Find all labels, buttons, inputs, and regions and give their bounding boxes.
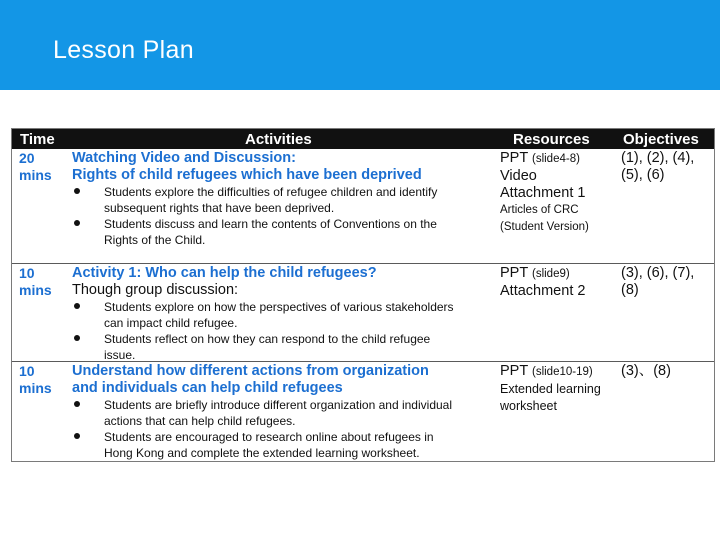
resource-video: Video bbox=[500, 168, 537, 184]
resource-attachment: Attachment 1 bbox=[500, 185, 586, 201]
objectives-text: (8) bbox=[621, 282, 639, 298]
resource-worksheet: worksheet bbox=[500, 399, 557, 413]
list-item bbox=[72, 216, 492, 248]
objectives-cell bbox=[621, 265, 713, 299]
bullet-text: Rights of the Child. bbox=[104, 233, 206, 247]
resources-cell bbox=[500, 150, 618, 236]
time-unit: mins bbox=[19, 167, 52, 183]
activity-title: Rights of child refugees which have been deprived bbox=[72, 167, 422, 183]
page-title: Lesson Plan bbox=[53, 36, 194, 64]
ppt-label: PPT bbox=[500, 265, 528, 281]
bullet-text: Students explore on how the perspectives of various stakeholders bbox=[104, 300, 454, 314]
resource-ppt bbox=[500, 265, 618, 283]
list-item bbox=[72, 331, 492, 363]
activity-bullet-list bbox=[72, 299, 492, 363]
bullet-text: Students discuss and learn the contents of Conventions on the bbox=[104, 217, 437, 231]
activity-title: and individuals can help child refugees bbox=[72, 380, 343, 396]
activity-title: Activity 1: Who can help the child refugees? bbox=[72, 265, 377, 281]
resource-version: (Student Version) bbox=[500, 221, 589, 233]
resource-ppt bbox=[500, 150, 618, 168]
time-value: 10 bbox=[19, 363, 35, 379]
slide-range: (slide9) bbox=[531, 268, 570, 280]
objectives-text: (5), (6) bbox=[621, 167, 665, 183]
column-header-time: Time bbox=[20, 131, 55, 148]
resource-ppt bbox=[500, 363, 618, 381]
bullet-text: Students explore the difficulties of refugee children and identify bbox=[104, 185, 438, 199]
list-item bbox=[72, 184, 492, 216]
objectives-text: (3)、(8) bbox=[621, 363, 671, 379]
bullet-icon bbox=[74, 188, 80, 194]
resources-cell bbox=[500, 265, 618, 300]
activities-cell bbox=[72, 265, 492, 363]
bullet-icon bbox=[74, 433, 80, 439]
activity-bullet-list bbox=[72, 397, 492, 461]
activity-title: Watching Video and Discussion: bbox=[72, 150, 296, 166]
ppt-label: PPT bbox=[500, 150, 528, 166]
table-row bbox=[12, 149, 714, 262]
bullet-text: actions that can help child refugees. bbox=[104, 414, 296, 428]
slide-range: (slide4-8) bbox=[531, 153, 580, 165]
list-item bbox=[72, 299, 492, 331]
slide-range: (slide10-19) bbox=[531, 366, 593, 378]
resource-articles: Articles of CRC bbox=[500, 204, 579, 216]
activities-cell bbox=[72, 363, 492, 461]
column-header-activities: Activities bbox=[245, 131, 312, 148]
bullet-text: can impact child refugee. bbox=[104, 316, 238, 330]
bullet-icon bbox=[74, 303, 80, 309]
objectives-cell bbox=[621, 150, 713, 184]
lesson-plan-table bbox=[11, 128, 715, 462]
activity-title: Understand how different actions from organization bbox=[72, 363, 429, 379]
table-header-row bbox=[12, 129, 714, 149]
bullet-icon bbox=[74, 335, 80, 341]
resource-extended: Extended learning bbox=[500, 382, 601, 396]
time-value: 10 bbox=[19, 265, 35, 281]
time-cell bbox=[19, 363, 69, 397]
activity-subtitle: Though group discussion: bbox=[72, 282, 239, 298]
time-value: 20 bbox=[19, 150, 35, 166]
bullet-text: issue. bbox=[104, 348, 136, 362]
objectives-cell bbox=[621, 363, 713, 380]
list-item bbox=[72, 429, 492, 461]
objectives-text: (3), (6), (7), bbox=[621, 265, 695, 281]
activity-bullet-list bbox=[72, 184, 492, 248]
bullet-icon bbox=[74, 401, 80, 407]
ppt-label: PPT bbox=[500, 363, 528, 379]
list-item bbox=[72, 397, 492, 429]
bullet-text: Students are encouraged to research online about refugees in bbox=[104, 430, 434, 444]
resources-cell bbox=[500, 363, 618, 415]
bullet-text: Students reflect on how they can respond to the child refugee bbox=[104, 332, 431, 346]
column-header-objectives: Objectives bbox=[623, 131, 699, 148]
time-unit: mins bbox=[19, 380, 52, 396]
time-unit: mins bbox=[19, 282, 52, 298]
table-row bbox=[12, 361, 714, 462]
time-cell bbox=[19, 265, 69, 299]
table-row bbox=[12, 263, 714, 361]
time-cell bbox=[19, 150, 69, 184]
bullet-text: subsequent rights that have been deprived. bbox=[104, 201, 335, 215]
bullet-icon bbox=[74, 220, 80, 226]
bullet-text: Students are briefly introduce different organization and individual bbox=[104, 398, 452, 412]
objectives-text: (1), (2), (4), bbox=[621, 150, 695, 166]
title-banner bbox=[0, 0, 720, 90]
resource-attachment: Attachment 2 bbox=[500, 283, 586, 299]
column-header-resources: Resources bbox=[513, 131, 590, 148]
bullet-text: Hong Kong and complete the extended learning worksheet. bbox=[104, 446, 420, 460]
activities-cell bbox=[72, 150, 492, 248]
